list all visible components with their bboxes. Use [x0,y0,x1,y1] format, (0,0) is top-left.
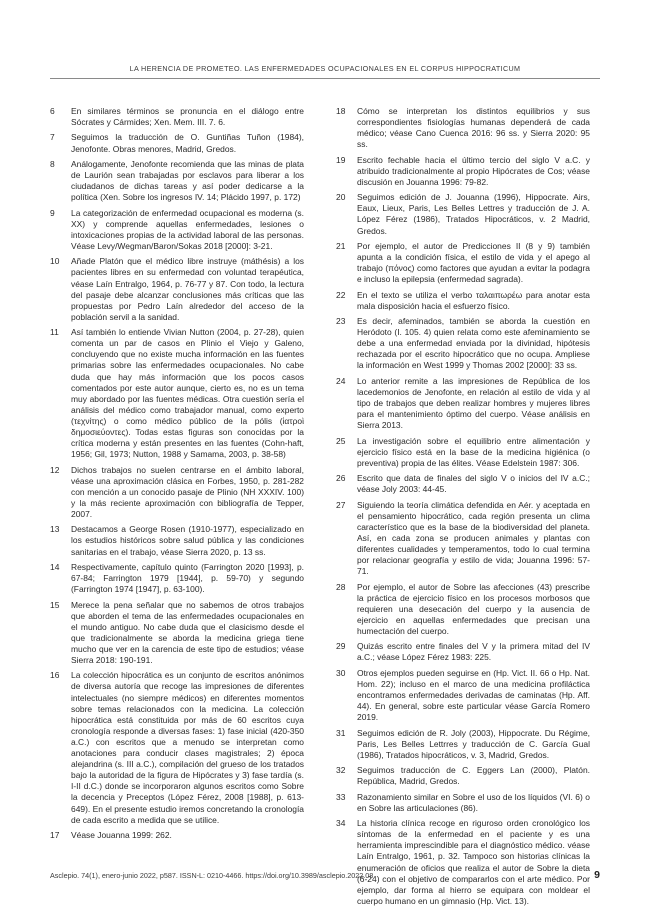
footnote [50,208,304,252]
footnote [50,159,304,203]
footnote-number: 31 [336,727,346,738]
footnote [336,290,590,312]
footnote-number: 20 [336,192,346,203]
footnote [50,106,304,128]
footnote-number: 22 [336,289,346,300]
footnote [336,728,590,761]
footnote-number: 29 [336,641,346,652]
footnote-text: En similares términos se pronuncia en el diálogo entre Sócrates y Cármides; Xen. Mem. III. 7. 6. [71,106,304,128]
footnote-text: Añade Platón que el médico libre instruye (máthésis) a los pacientes libres en su enfermedad con voluntad terapéutica, véase Laín Entralgo, 1964, p. 76-77 y 87. Con todo, la lectura del pasaje debe alcanzar conclusiones más críticas que las propuestas por Pedro Laín alrededor del acceso de la población servil a la sanidad. [71,256,304,322]
footnote-number: 30 [336,667,346,678]
page-number: 9 [594,869,600,881]
footnote-number: 19 [336,154,346,165]
footnote-number: 25 [336,435,346,446]
page-footer [50,869,600,881]
footnote-number: 21 [336,240,346,251]
footnote-number: 24 [336,375,346,386]
notes-column-left [50,106,304,845]
footnote-number: 11 [50,327,59,338]
footnote [336,376,590,431]
footnote [50,132,304,154]
footnote-number: 28 [336,581,346,592]
footnote [50,600,304,667]
footnote [336,241,590,285]
footnote-text: Seguimos edición de R. Joly (2003), Hippocrate. Du Régime, Paris, Les Belles Lettrres y traducción de C. García Gual (1986), Tratados hipocráticos, v. 3, Madrid, Gredos. [357,727,590,760]
footnote-text: Escrito fechable hacia el último tercio del siglo V a.C. y atribuido tradicionalmente al propio Hipócrates de Cos; véase discusión en Jouanna 1996: 79-82. [357,154,590,187]
footnote-text: En el texto se utiliza el verbo ταλαιπωρέω para anotar esta mala disposición hacia el esfuerzo físico. [357,289,590,311]
footnote [50,256,304,323]
footnote-number: 27 [336,499,346,510]
footnote [50,524,304,557]
footnote [50,830,304,841]
footnote [336,792,590,814]
footer-citation[interactable]: Asclepio. 74(1), enero-junio 2022, p587. ISSN-L: 0210-4466. https://doi.org/10.3989/asclepio.2022.08 [50,871,374,880]
footnote [336,668,590,723]
running-header: LA HERENCIA DE PROMETEO. LAS ENFERMEDADES OCUPACIONALES EN EL CORPUS HIPPOCRATICUM [129,64,521,73]
footnote [336,818,590,907]
footnote-number: 8 [50,158,55,169]
footnote-number: 15 [50,599,60,610]
footnote [336,500,590,578]
footnote-number: 7 [50,132,55,143]
footnote [336,582,590,637]
footnote-text: Otros ejemplos pueden seguirse en (Hp. Vict. II. 66 o Hp. Nat. Hom. 22); incluso en el marco de una medicina profiláctica encontramos enfermedades derivadas de caminatas (Hp. Aff. 44). En general, sobre este particular véase García Romero 2019. [357,667,590,723]
footnote [50,465,304,520]
footnote-text: Lo anterior remite a las impresiones de República de los lacedemonios de Jenofonte, en relación al estilo de vida y al tipo de trabajos que deben realizar hombres y mujeres libres para el mantenimiento óptimo del cuerpo. Véase análisis en Sierra 2013. [357,375,590,431]
footnote-number: 13 [50,524,60,535]
footnote-number: 9 [50,207,55,218]
footnote-number: 33 [336,791,346,802]
footnote [336,436,590,469]
footnote-number: 6 [50,106,55,116]
footnote [336,192,590,236]
footnote-text: Razonamiento similar en Sobre el uso de los líquidos (VI. 6) o en Sobre las articulaciones (86). [357,791,590,813]
footnote-text: La historia clínica recoge en riguroso orden cronológico los síntomas de la enfermedad en el paciente y es una herramienta imprescindible para el diagnóstico médico. véase Laín Entralgo, 1961, p. 32. Tampoco son historias clínicas la enumeración de oficios que realiza el autor de Sobre la dieta (6-24) con el objetivo de compararlos con el arte médico. Por ejemplo, dar forma al hierro se equipara con moldear el cuerpo humano en un gimnasio (Hp. Vict. 13). [357,818,590,906]
notes-column-right [336,106,590,911]
footnote-text: Respectivamente, capítulo quinto (Farrington 2020 [1993], p. 67-84; Farrington 1979 [1944], p. 59-70) y segundo (Farrington 1974 [1947], p. 63-100). [71,561,304,595]
footnote [50,327,304,460]
footnote-text: Por ejemplo, el autor de Sobre las afecciones (43) prescribe la práctica de ejercicio físico en los procesos morbosos que requieren una desecación del cuerpo y la ausencia de ejercicio en aquellas enfermedades que precisan una humectación del cuerpo. [357,581,590,636]
footnote-number: 10 [50,256,60,267]
footnote-text: Destacamos a George Rosen (1910-1977), especializado en los estudios históricos sobre salud pública y las condiciones sanitarias en el trabajo, véase Sierra 2020, p. 13 ss. [71,524,304,557]
footnote [336,641,590,663]
footnote-text: La colección hipocrática es un conjunto de escritos anónimos de diversa autoría que recoge las impresiones de diferentes intelectuales (no siempre médicos) en diferentes momentos sobre temas relacionados con la medicina. La colección hipocrática está constituida por más de 60 escritos cuya cronología responde a diversas fases: 1) fase inicial (420-350 a.C.) con escritos que a menudo se interpretan como anotaciones para conducir clases magistrales; 2) época alejandrina (s. III a.C.), compilación del grueso de los tratados bajo la autoridad de la figura de Hipócrates y 3) fase tardía (s. I-II d.C.) donde se incorporaron algunos escritos como Sobre la decencia y Preceptos (López Férez, 2008 [1988], p. 613-649). En el presente estudio iremos concretando la cronología de cada escrito a medida que se utilice. [71,670,304,825]
footnote-number: 17 [50,829,60,840]
footnote-text: Dichos trabajos no suelen centrarse en el ámbito laboral, véase una aproximación clásica en Forbes, 1950, p. 281-282 con mención a un conocido pasaje de Plinio (NH XXXIV. 100) y la más reciente aproximación con bibliografía de Tepper, 2007. [71,464,304,519]
footnote-number: 26 [336,473,346,484]
footnote-text: La categorización de enfermedad ocupacional es moderna (s. XX) y comprende aquellas enfermedades, lesiones o intoxicaciones propias de la actividad laboral de las personas. Véase Levy/Wegman/Baron/Sokas 2018 [2000]: 3-21. [71,207,304,251]
footnote-number: 16 [50,670,60,681]
footnote-text: Siguiendo la teoría climática defendida en Aér. y aceptada en el pensamiento hipocrático, cada región presenta un clima característico que es la base de la biodiversidad del planeta. Así, en cada zona se producen animales y plantas con diferentes cualidades y temperamentos, todo lo cual termina por relacionar geografía y estilo de vida; Jouanna 1996: 57-71. [357,499,590,577]
footnote-number: 14 [50,561,60,572]
footnote-text: Seguimos traducción de C. Eggers Lan (2000), Platón. República, Madrid, Gredos. [357,765,590,787]
footnote-text: Es decir, afeminados, también se aborda la cuestión en Heródoto (I. 105. 4) quien relata como este afeminamiento se debe a una enfermedad enviada por la divinidad, hipótesis rechazada por el escrito hipocrático que no ocupa. Ampliese la información en West 1999 y Thomas 2002 [2000]: 33 ss. [357,316,590,371]
footnote-number: 32 [336,765,346,776]
footnote-number: 18 [336,106,346,116]
footnote-text: Por ejemplo, el autor de Predicciones II (8 y 9) también apunta a la condición física, el estilo de vida y el apego al trabajo (πόνος) como factores que ayudan a evitar la podagra e incluso la epilepsia (enfermedad sagrada). [357,240,590,285]
footnote [50,562,304,595]
footnote-text: Escrito que data de finales del siglo V o inicios del IV a.C.; véase Joly 2003: 44-45. [357,473,590,495]
footnote [336,316,590,371]
footnote [336,473,590,495]
footnote-number: 12 [50,464,60,475]
footnote-number: 23 [336,316,346,327]
footnote [336,765,590,787]
footnote-text: Seguimos la traducción de O. Guntiñas Tuñon (1984), Jenofonte. Obras menores, Madrid, Gredos. [71,132,304,154]
footnote [50,670,304,825]
footnote-text: Quizás escrito entre finales del V y la primera mitad del IV a.C.; véase López Férez 1983: 225. [357,641,590,663]
footnote-number: 34 [336,818,346,829]
footnote-text: Cómo se interpretan los distintos equilibrios y sus correspondientes fisiologías humanas dependerá de cada médico; véase Cano Cuenca 2016: 96 ss. y Sierra 2020: 95 ss. [357,106,590,150]
footnote-text: Véase Jouanna 1999: 262. [71,829,172,840]
footnote-text: Análogamente, Jenofonte recomienda que las minas de plata de Laurión sean trabajadas por esclavos para liberar a los ciudadanos de dichas tareas y así poder dedicarse a la política (Xen. Sobre los ingresos IV. 14; Plácido 1997, p. 172) [71,158,304,203]
footnote-text: Seguimos edición de J. Jouanna (1996), Hippocrate. Airs, Eaux, Lieux, Paris, Les Belles Lettres y traducción de J. A. López Férez (1986), Tratados Hipocráticos, v. 2 Madrid, Gredos. [357,192,590,236]
footnote [336,106,590,150]
header-rule [50,78,600,79]
footnote-text: Merece la pena señalar que no sabemos de otros trabajos que aborden el tema de las enfermedades ocupacionales en el mundo antiguo. No cabe duda que el clasicismo desde el que tradicionalmente se aborda la medicina griega tiene mucho que ver en la carencia de este tipo de estudios; véase Sierra 2018: 190-191. [71,599,304,665]
footnote-text: La investigación sobre el equilibrio entre alimentación y ejercicio físico está en la base de la medicina higiénica (o preventiva) propia de las élites. Véase Edelstein 1987: 306. [357,435,590,468]
footnote-text: Así también lo entiende Vivian Nutton (2004, p. 27-28), quien comenta un par de casos en Plinio el Viejo y Galeno, concluyendo que no existe mucha información en las fuentes primarias sobre las enfermedades ocupacionales. No cabe duda que hay más información que los pocos casos comentados por este autor aunque, cierto es, no es un tema muy abordado por las fuentes médicas. Otra cuestión sería el análisis del médico como trabajador manual, como experto (τεχνίτης) o como médico público de la pólis (ἰατροὶ δημοσιεύοντες). Todas estas figuras son conocidas por la crítica moderna y están presentes en las fuentes (Cohn-haft, 1956; Gil, 1973; Nutton, 1988 y Samama, 2003, p. 38-58) [71,327,304,460]
footnote [336,155,590,188]
